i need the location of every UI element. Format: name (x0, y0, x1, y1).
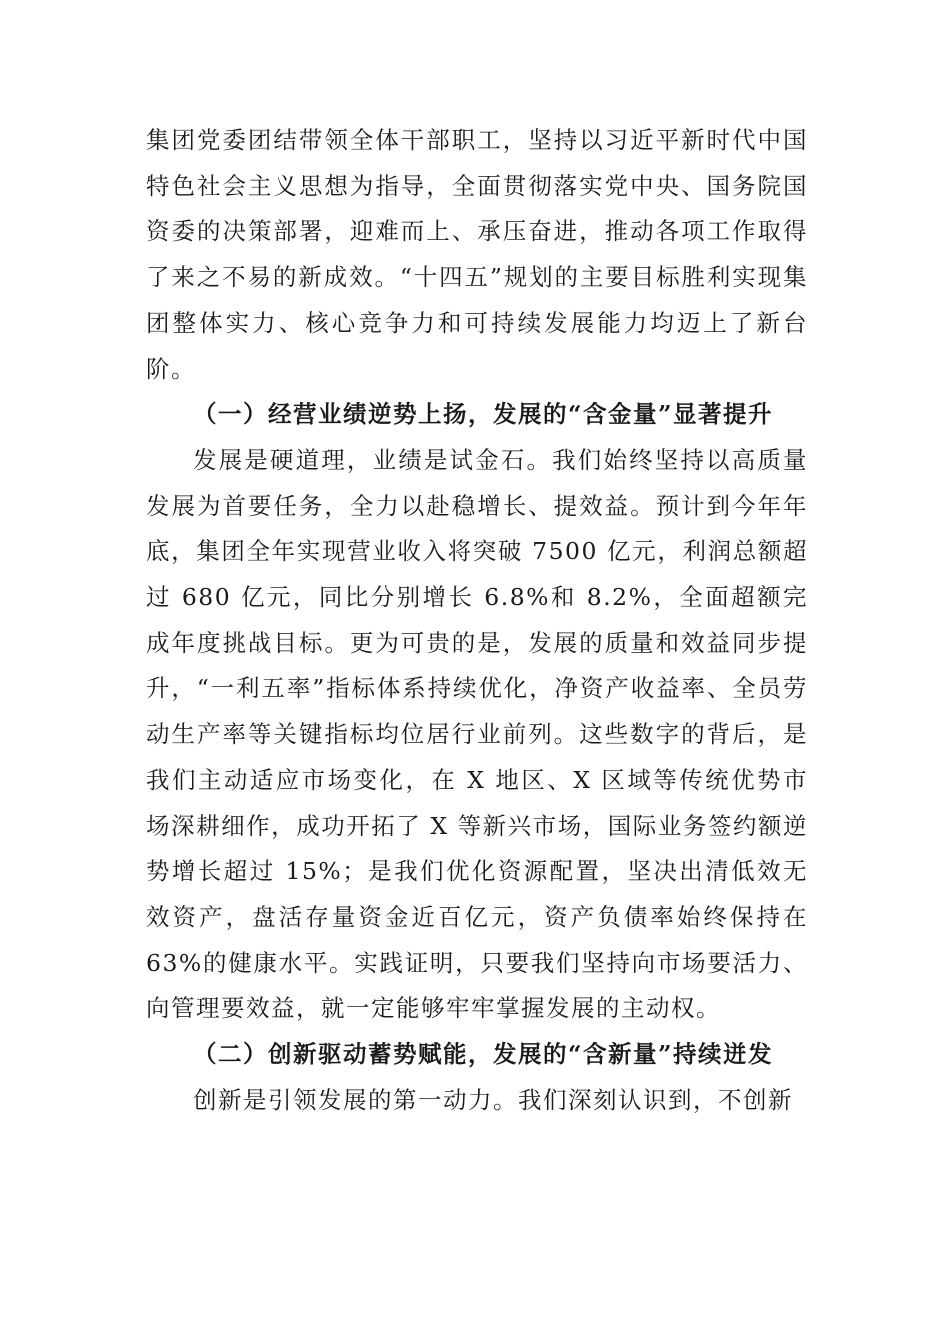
intro-paragraph: 集团党委团结带领全体干部职工，坚持以习近平新时代中国特色社会主义思想为指导，全面贯彻落实党中央、国务院国资委的决策部署，迎难而上、承压奋进，推动各项工作取得了来之不易的新成效。“十四五”规划的主要目标胜利实现集团整体实力、核心竞争力和可持续发展能力均迈上了新台阶。 (146, 126, 808, 383)
section-heading-2: （二）创新驱动蓄势赋能，发展的“含新量”持续迸发 (193, 1040, 774, 1069)
section-1-paragraph: 发展是硬道理，业绩是试金石。我们始终坚持以高质量发展为首要任务，全力以赴稳增长、提效益。预计到今年年底，集团全年实现营业收入将突破 7500 亿元，利润总额超过 680 亿元，同比分别增长 6.8%和 8.2%，全面超额完成年度挑战目标。更为可贵的是，发展的质量和效益同步提升，“一利五率”指标体系持续优化，净资产收益率、全员劳动生产率等关键指标均位居行业前列。这些数字的背后，是我们主动适应市场变化，在 X 地区、X 区域等传统优势市场深耕细作，成功开拓了 X 等新兴市场，国际业务签约额逆势增长超过 15%；是我们优化资源配置，坚决出清低效无效资产，盘活存量资金近百亿元，资产负债率始终保持在63%的健康水平。实践证明，只要我们坚持向市场要活力、向管理要效益，就一定能够牢牢掌握发展的主动权。 (146, 445, 808, 1023)
document-body (146, 118, 808, 1123)
section-2-paragraph: 创新是引领发展的第一动力。我们深刻认识到，不创新 (193, 1085, 793, 1114)
section-heading-1: （一）经营业绩逆势上扬，发展的“含金量”显著提升 (193, 400, 774, 429)
